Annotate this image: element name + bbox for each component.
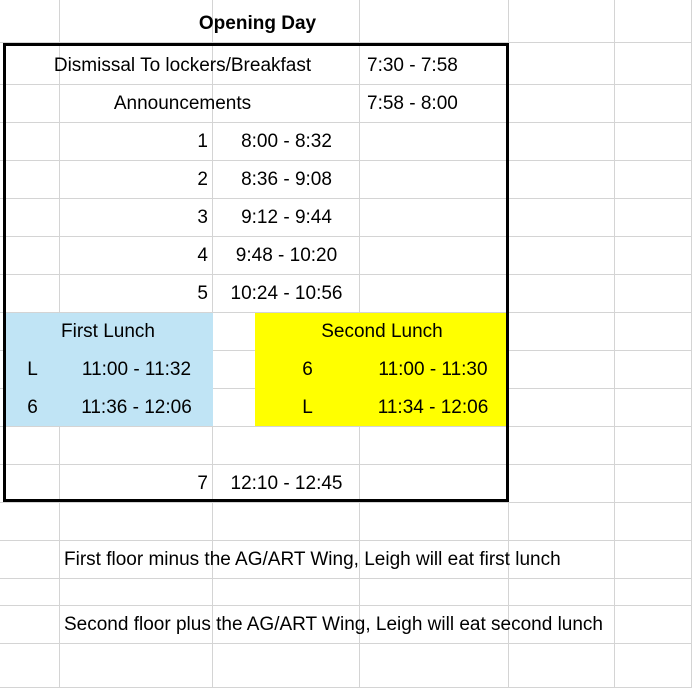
grid-cell[interactable] bbox=[509, 389, 615, 427]
grid-cell[interactable] bbox=[360, 161, 509, 199]
period-number[interactable]: 5 bbox=[197, 283, 208, 304]
grid-cell[interactable] bbox=[615, 199, 692, 237]
grid-cell[interactable] bbox=[509, 85, 615, 123]
grid-cell[interactable] bbox=[615, 579, 692, 606]
note-second-floor[interactable]: Second floor plus the AG/ART Wing, Leigh will eat second lunch bbox=[64, 614, 603, 635]
grid-cell[interactable] bbox=[509, 0, 615, 43]
grid-cell[interactable] bbox=[0, 644, 60, 688]
second-lunch-header[interactable]: Second Lunch bbox=[321, 321, 443, 342]
grid-cell[interactable] bbox=[360, 644, 509, 688]
grid-cell[interactable] bbox=[615, 541, 692, 579]
grid-cell[interactable] bbox=[360, 427, 509, 465]
announcements-time[interactable]: 7:58 - 8:00 bbox=[367, 93, 458, 114]
second-lunch-code[interactable]: 6 bbox=[302, 359, 313, 380]
grid-cell[interactable] bbox=[213, 503, 360, 541]
grid-cell[interactable] bbox=[509, 644, 615, 688]
period-time[interactable]: 9:48 - 10:20 bbox=[235, 245, 338, 266]
grid-cell[interactable] bbox=[509, 351, 615, 389]
second-lunch-time[interactable]: 11:00 - 11:30 bbox=[378, 359, 488, 380]
grid-cell[interactable] bbox=[360, 199, 509, 237]
first-lunch-time[interactable]: 11:36 - 12:06 bbox=[81, 397, 192, 418]
second-lunch-time[interactable]: 11:34 - 12:06 bbox=[377, 397, 489, 418]
grid-cell[interactable] bbox=[615, 351, 692, 389]
grid-cell[interactable] bbox=[360, 237, 509, 275]
grid-cell[interactable] bbox=[360, 275, 509, 313]
period-time[interactable]: 9:12 - 9:44 bbox=[241, 207, 332, 228]
grid-cell[interactable] bbox=[360, 503, 509, 541]
grid-cell[interactable] bbox=[615, 275, 692, 313]
grid-cell[interactable] bbox=[360, 579, 509, 606]
grid-cell[interactable] bbox=[509, 503, 615, 541]
period-time[interactable]: 10:24 - 10:56 bbox=[230, 283, 343, 304]
grid-cell[interactable] bbox=[615, 389, 692, 427]
period-number[interactable]: 3 bbox=[197, 207, 208, 228]
grid-cell[interactable] bbox=[615, 161, 692, 199]
grid-cell[interactable] bbox=[0, 237, 60, 275]
period-time[interactable]: 8:36 - 9:08 bbox=[241, 169, 332, 190]
grid-cell[interactable] bbox=[0, 0, 60, 43]
grid-cell[interactable] bbox=[509, 123, 615, 161]
dismissal-label[interactable]: Dismissal To lockers/Breakfast bbox=[53, 55, 312, 76]
grid-cell[interactable] bbox=[0, 579, 60, 606]
grid-cell[interactable] bbox=[60, 644, 213, 688]
grid-cell[interactable] bbox=[615, 123, 692, 161]
announcements-label[interactable]: Announcements bbox=[113, 93, 252, 114]
first-lunch-time[interactable]: 11:00 - 11:32 bbox=[81, 359, 192, 380]
grid-cell[interactable] bbox=[360, 465, 509, 503]
note-first-floor[interactable]: First floor minus the AG/ART Wing, Leigh will eat first lunch bbox=[64, 549, 561, 570]
dismissal-time[interactable]: 7:30 - 7:58 bbox=[367, 55, 458, 76]
grid-cell[interactable] bbox=[360, 123, 509, 161]
grid-cell[interactable] bbox=[509, 43, 615, 85]
grid-cell[interactable] bbox=[0, 503, 60, 541]
grid-cell[interactable] bbox=[0, 199, 60, 237]
grid-cell[interactable] bbox=[509, 199, 615, 237]
period-number[interactable]: 7 bbox=[197, 473, 208, 494]
grid-cell[interactable] bbox=[615, 43, 692, 85]
grid-cell[interactable] bbox=[0, 427, 60, 465]
grid-cell[interactable] bbox=[0, 606, 60, 644]
first-lunch-code[interactable]: 6 bbox=[27, 397, 38, 418]
grid-cell[interactable] bbox=[615, 644, 692, 688]
grid-cell[interactable] bbox=[509, 465, 615, 503]
grid-cell[interactable] bbox=[0, 541, 60, 579]
sheet-title[interactable]: Opening Day bbox=[198, 13, 317, 34]
grid-cell[interactable] bbox=[0, 161, 60, 199]
grid-cell[interactable] bbox=[615, 427, 692, 465]
grid-cell[interactable] bbox=[615, 313, 692, 351]
grid-cell[interactable] bbox=[615, 237, 692, 275]
second-lunch-code[interactable]: L bbox=[302, 397, 313, 418]
first-lunch-code[interactable]: L bbox=[27, 359, 38, 380]
grid-cell[interactable] bbox=[509, 313, 615, 351]
period-time[interactable]: 12:10 - 12:45 bbox=[230, 473, 343, 494]
grid-cell[interactable] bbox=[509, 237, 615, 275]
grid-cell[interactable] bbox=[213, 644, 360, 688]
grid-cell[interactable] bbox=[0, 465, 60, 503]
grid-cell[interactable] bbox=[509, 161, 615, 199]
grid-cell[interactable] bbox=[615, 85, 692, 123]
grid-cell[interactable] bbox=[60, 427, 213, 465]
grid-cell[interactable] bbox=[615, 503, 692, 541]
first-lunch-header[interactable]: First Lunch bbox=[61, 321, 155, 342]
grid-cell[interactable] bbox=[509, 427, 615, 465]
grid-cell[interactable] bbox=[213, 579, 360, 606]
grid-cell[interactable] bbox=[60, 503, 213, 541]
grid-cell[interactable] bbox=[0, 123, 60, 161]
grid-cell[interactable] bbox=[509, 579, 615, 606]
grid-cell[interactable] bbox=[213, 427, 360, 465]
grid-cell[interactable] bbox=[615, 606, 692, 644]
period-number[interactable]: 1 bbox=[197, 131, 208, 152]
grid-cell[interactable] bbox=[615, 0, 692, 43]
grid-cell[interactable] bbox=[509, 275, 615, 313]
grid-cell[interactable] bbox=[60, 579, 213, 606]
period-number[interactable]: 2 bbox=[197, 169, 208, 190]
period-time[interactable]: 8:00 - 8:32 bbox=[241, 131, 332, 152]
grid-cell[interactable] bbox=[0, 275, 60, 313]
period-number[interactable]: 4 bbox=[197, 245, 208, 266]
grid-cell[interactable] bbox=[615, 465, 692, 503]
